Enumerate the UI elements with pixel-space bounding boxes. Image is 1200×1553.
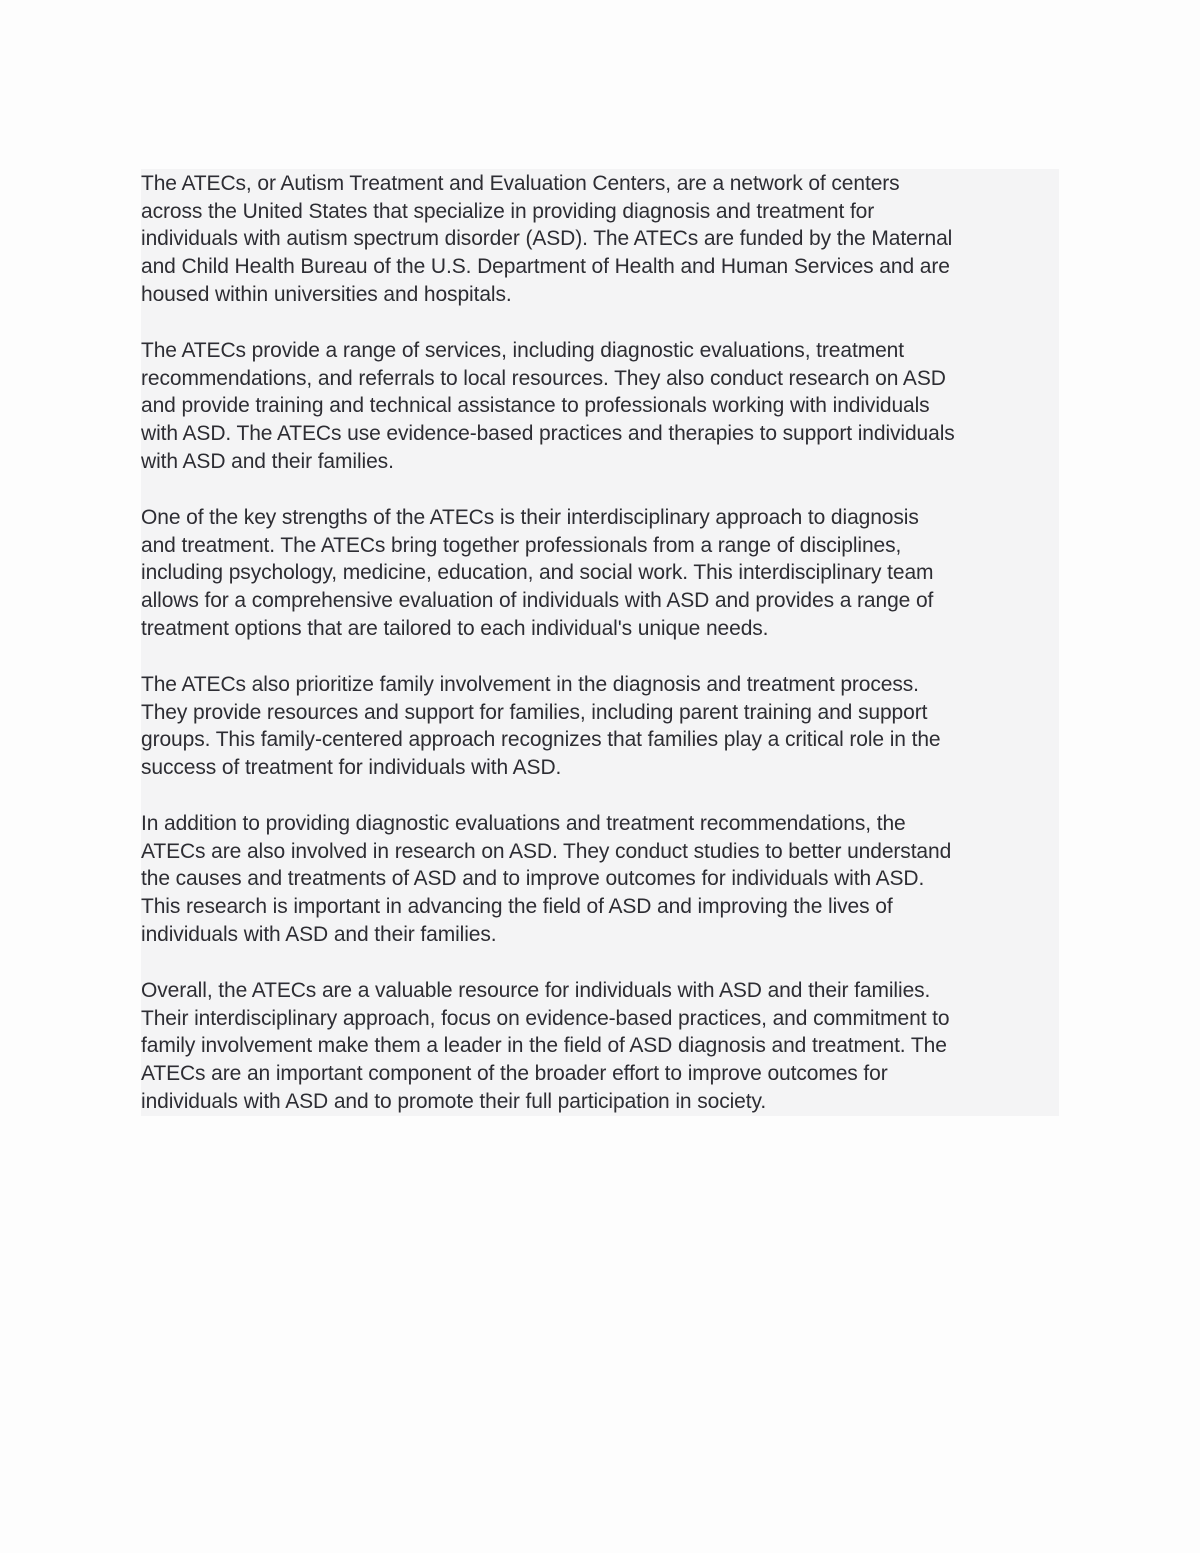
text-line: individuals with autism spectrum disorder (ASD). The ATECs are funded by the Maternal bbox=[141, 227, 953, 251]
text-line: Their interdisciplinary approach, focus on evidence-based practices, and commitment to bbox=[141, 1006, 950, 1030]
text-line: ATECs are also involved in research on ASD. They conduct studies to better understand bbox=[141, 839, 952, 863]
text-line: They provide resources and support for families, including parent training and support bbox=[141, 700, 928, 724]
text-line: Overall, the ATECs are a valuable resource for individuals with ASD and their families. bbox=[141, 979, 931, 1002]
text-line: The ATECs also prioritize family involvement in the diagnosis and treatment process. bbox=[141, 673, 919, 696]
text-line: with ASD and their families. bbox=[141, 449, 394, 473]
text-line: individuals with ASD and their families. bbox=[141, 922, 497, 946]
paragraph-4 bbox=[141, 671, 941, 782]
text-line: and provide training and technical assistance to professionals working with individuals bbox=[141, 394, 930, 418]
text-line: One of the key strengths of the ATECs is their interdisciplinary approach to diagnosis bbox=[141, 506, 919, 529]
text-line: In addition to providing diagnostic evaluations and treatment recommendations, the bbox=[141, 812, 906, 835]
text-line: with ASD. The ATECs use evidence-based practices and therapies to support individuals bbox=[141, 422, 955, 446]
text-line: success of treatment for individuals with ASD. bbox=[141, 756, 562, 780]
text-line: recommendations, and referrals to local resources. They also conduct research on ASD bbox=[141, 366, 946, 390]
paragraph-2 bbox=[141, 337, 955, 476]
paragraph-5 bbox=[141, 810, 951, 949]
text-line: The ATECs provide a range of services, including diagnostic evaluations, treatment bbox=[141, 339, 904, 362]
text-line: groups. This family-centered approach recognizes that families play a critical role in the bbox=[141, 728, 941, 752]
text-line: allows for a comprehensive evaluation of individuals with ASD and provides a range of bbox=[141, 589, 934, 613]
text-line: across the United States that specialize in providing diagnosis and treatment for bbox=[141, 199, 875, 223]
text-line: and Child Health Bureau of the U.S. Department of Health and Human Services and are bbox=[141, 255, 950, 279]
text-line: individuals with ASD and to promote their full participation in society. bbox=[141, 1089, 767, 1113]
text-line: the causes and treatments of ASD and to improve outcomes for individuals with ASD. bbox=[141, 867, 925, 891]
text-line: This research is important in advancing the field of ASD and improving the lives of bbox=[141, 895, 893, 919]
text-block bbox=[141, 169, 1059, 1116]
paragraph-3 bbox=[141, 504, 933, 643]
text-line: including psychology, medicine, education, and social work. This interdisciplinary team bbox=[141, 561, 934, 585]
text-line: housed within universities and hospitals. bbox=[141, 282, 512, 306]
paragraph-6 bbox=[141, 977, 949, 1116]
text-line: family involvement make them a leader in the field of ASD diagnosis and treatment. The bbox=[141, 1034, 947, 1058]
text-line: treatment options that are tailored to each individual's unique needs. bbox=[141, 616, 769, 640]
paragraph-1 bbox=[141, 170, 952, 309]
text-line: and treatment. The ATECs bring together professionals from a range of disciplines, bbox=[141, 533, 902, 557]
text-line: The ATECs, or Autism Treatment and Evaluation Centers, are a network of centers bbox=[141, 172, 900, 195]
text-line: ATECs are an important component of the broader effort to improve outcomes for bbox=[141, 1062, 888, 1086]
